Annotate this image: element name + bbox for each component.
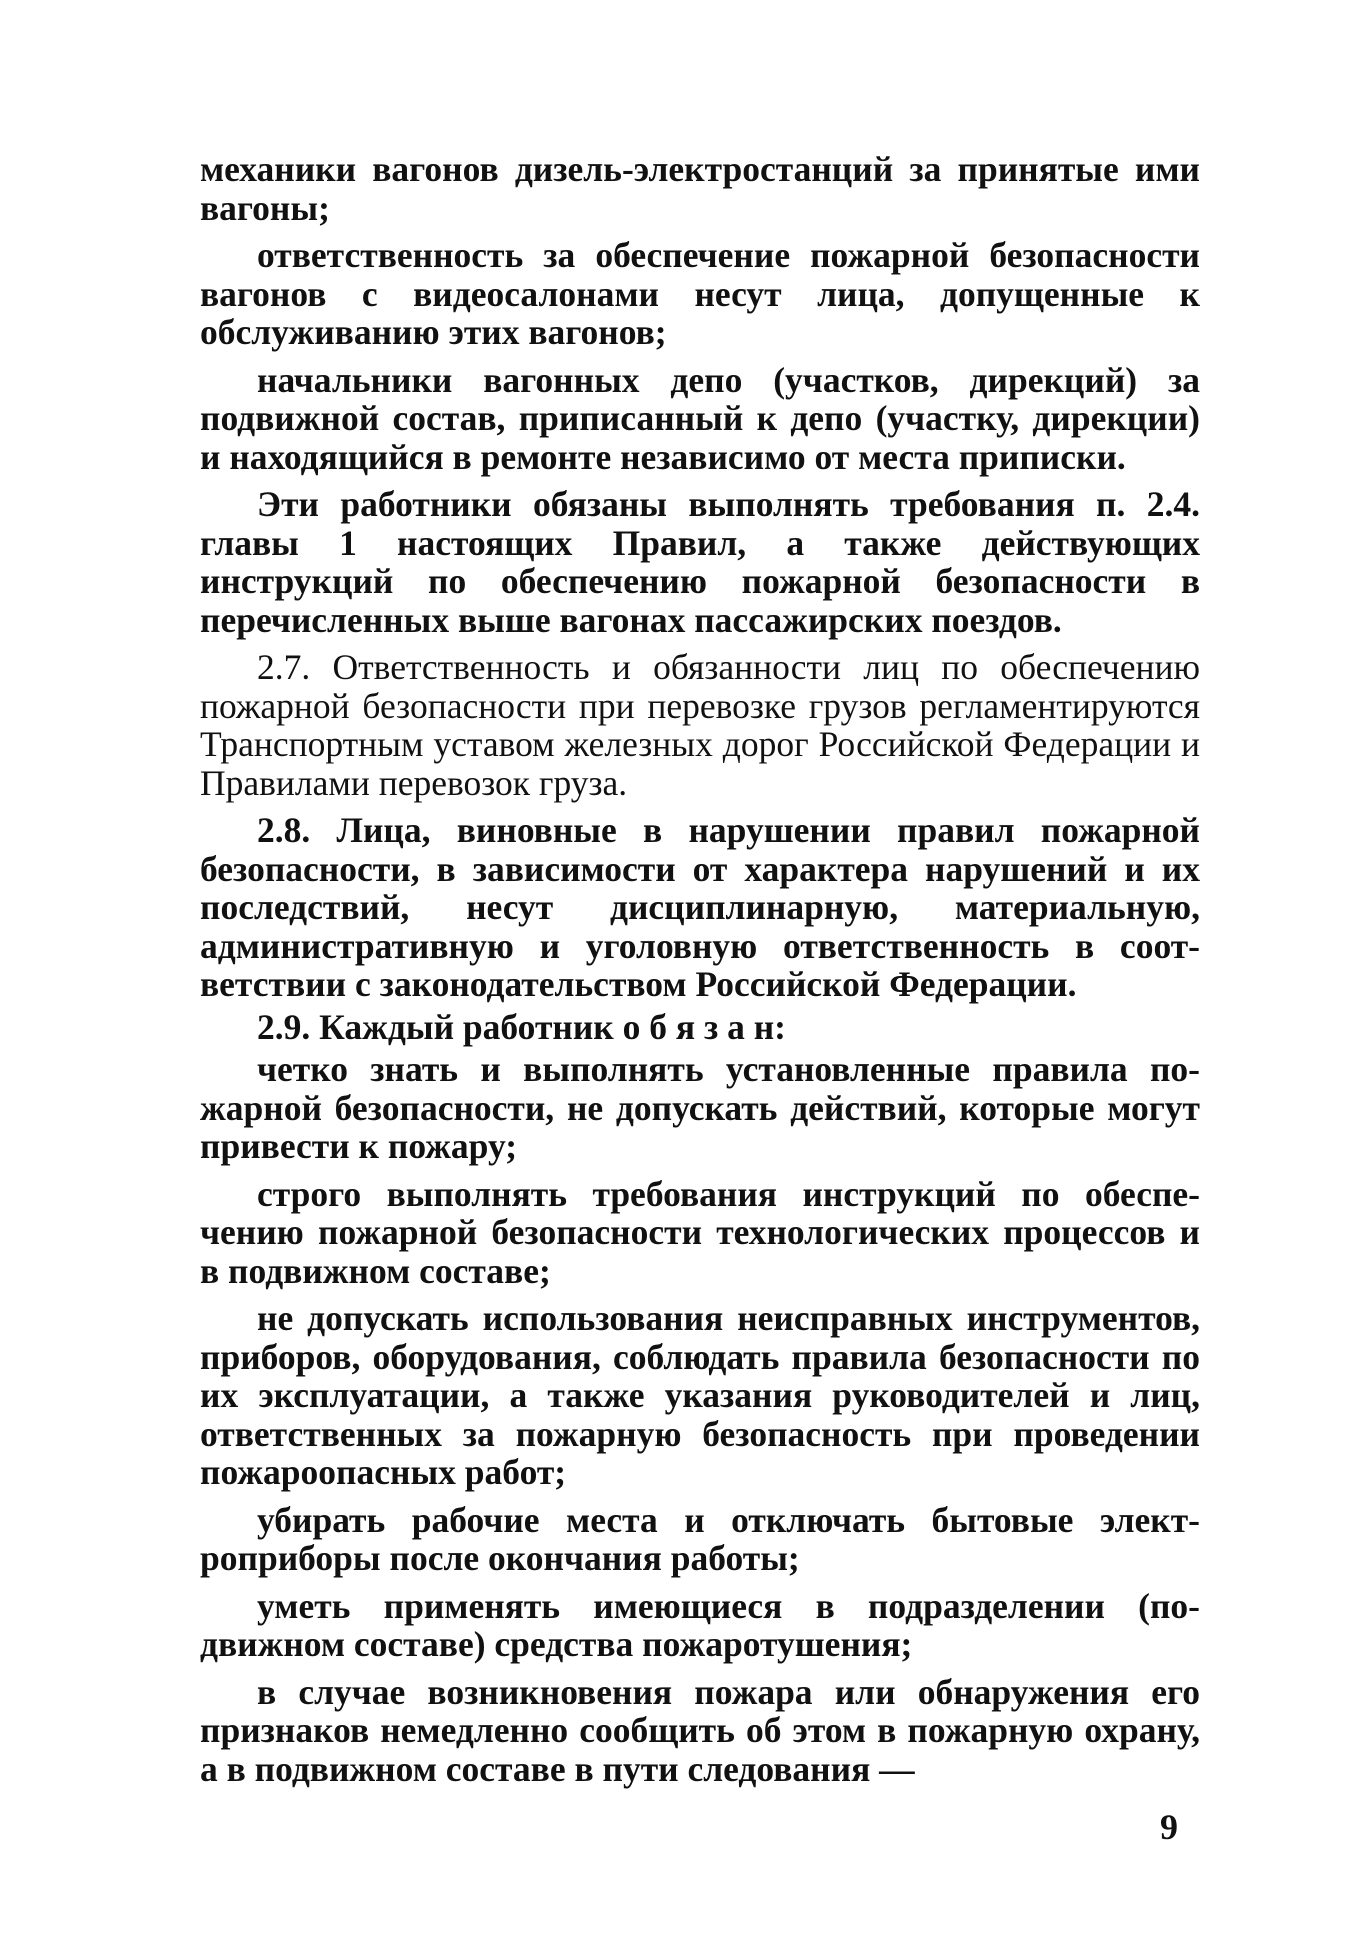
paragraph-section-2-7: 2.7. Ответственность и обязанности лиц по обеспечению пожарной безопасности при перевозке грузов регламентируются Транспортным уставом железных дорог Российской Федерации и Правилами перевозок груза.: [200, 647, 1200, 803]
list-item-use-extinguishers: уметь применять имеющиеся в подразделении (подвижном составе) средства пожаротушения;: [200, 1585, 1200, 1664]
paragraph-section-2-9: 2.9. Каждый работник о б я з а н:: [257, 1006, 786, 1047]
paragraph-car-mechanics: механики вагонов дизель-электростанций за принятые ими вагоны;: [200, 149, 1200, 228]
list-item-clean-workplace: убирать рабочие места и отключать бытовые электроприборы после окончания работы;: [200, 1499, 1200, 1578]
list-item-report-fire: в случае возникновения пожара или обнаружения его признаков немедленно сообщить об этом в пожарную охрану, а в подвижном составе в пути следования —: [200, 1671, 1200, 1789]
body-text: [200, 150, 1200, 1797]
list-item-know-rules: четко знать и выполнять установленные правила пожарной безопасности, не допускать действий, которые могут привести к пожару;: [200, 1049, 1200, 1166]
paragraph-section-2-8: 2.8. Лица, виновные в нарушении правил пожарной безопасности, в зависимости от характера нарушений и их последствий, несут дисциплинарную, материальную, административную и уголовную ответственность в соответствии с законодательством Российской Федерации.: [200, 810, 1200, 1004]
paragraph-video-salon-responsibility: ответственность за обеспечение пожарной безопасности вагонов с видеосалонами несут лица, допущенные к обслуживанию этих вагонов;: [200, 235, 1200, 352]
paragraph-depot-heads: начальники вагонных депо (участков, дирекций) за подвижной состав, приписанный к депо (участку, дирекции) и находящийся в ремонте независимо от места приписки.: [200, 359, 1200, 477]
paragraph-workers-obligations: Эти работники обязаны выполнять требования п. 2.4. главы 1 настоящих Правил, а также действующих инструкций по обеспечению пожарной безопасности в перечисленных выше вагонах пассажирских поездов.: [200, 484, 1200, 640]
list-item-no-faulty-tools: не допускать использования неисправных инструментов, приборов, оборудования, соблюдать правила безопасности по их эксплуатации, а также указания руководителей и лиц, ответственных за пожарную безопасность при проведении пожароопасных работ;: [200, 1298, 1200, 1492]
page-number: 9: [1160, 1807, 1178, 1847]
list-item-follow-instructions: строго выполнять требования инструкций по обеспечению пожарной безопасности технологических процессов и в подвижном составе;: [200, 1173, 1200, 1291]
